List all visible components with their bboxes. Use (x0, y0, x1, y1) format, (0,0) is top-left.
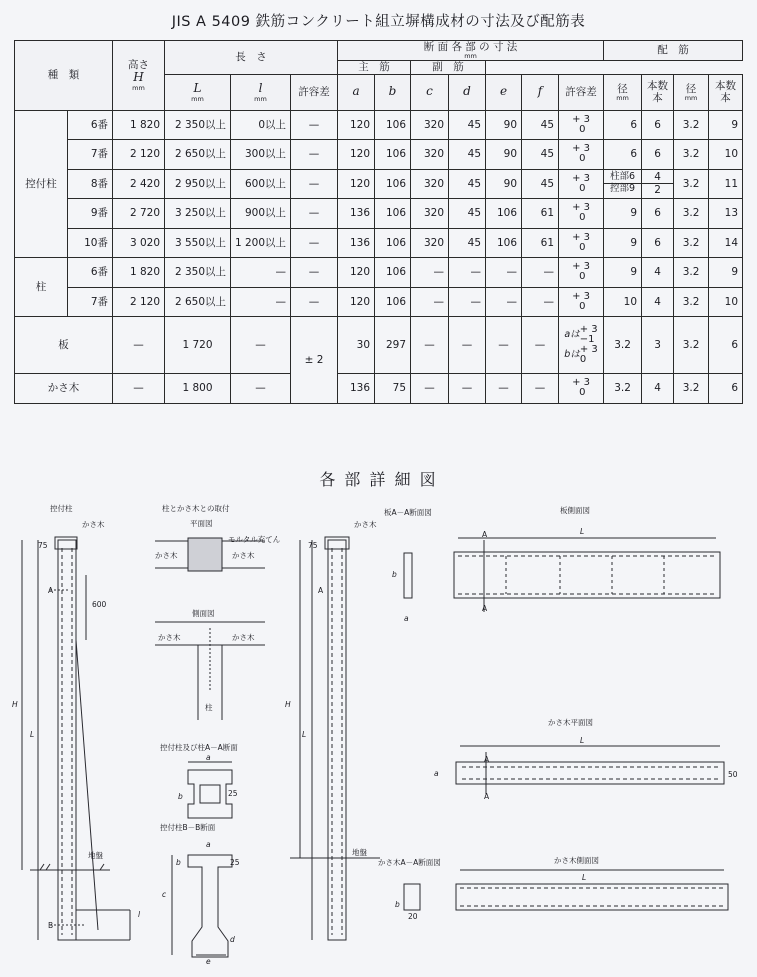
label-A-3: A (482, 530, 488, 539)
label-600: 600 (92, 600, 107, 609)
tolerance-value: + 3 0 (572, 290, 590, 312)
label-A-4: A (482, 604, 488, 613)
cell-main-dia: 9 (604, 228, 642, 258)
header-c: c (411, 74, 449, 110)
buttress-post-elevation (22, 537, 130, 940)
cell-e: — (486, 317, 522, 374)
label-H-1: H (12, 700, 18, 709)
label-b-4: b (395, 900, 400, 909)
group-post: 柱 (15, 258, 68, 317)
label-ground-2: 地盤 (352, 848, 367, 857)
cap-plan-view (456, 746, 724, 794)
cell-L: 1 720 (165, 317, 231, 374)
row-number: 6番 (68, 258, 113, 288)
cell-sub-dia: 3.2 (674, 169, 709, 199)
cell-sub-dia: 3.2 (674, 258, 709, 288)
cell-length-tol: — (291, 169, 338, 199)
cell-sub-dia: 3.2 (674, 374, 709, 404)
cell-main-dia: 6 (604, 140, 642, 170)
tolerance-value: + 3 0 (572, 202, 590, 224)
group-buttress: 控付柱 (15, 110, 68, 258)
cell-sub-dia: 3.2 (674, 317, 709, 374)
cell-c: — (411, 258, 449, 288)
cell-a: 120 (338, 140, 375, 170)
label-cap-aa: かさ木A－A断面図 (378, 858, 441, 867)
cell-H: — (113, 374, 165, 404)
header-main-bar: 主 筋 (338, 60, 411, 74)
row-number: 7番 (68, 287, 113, 317)
header-height: 高さ H mm (113, 41, 165, 111)
cell-sub-count: 9 (709, 258, 743, 288)
header-L: L mm (165, 74, 231, 110)
cell-main-count: 4 (642, 258, 674, 288)
cell-main-dia: 9 (604, 199, 642, 229)
cell-main-count: 4 (642, 374, 674, 404)
tolerance-value: + 3 0 (572, 231, 590, 253)
label-25-b: 25 (230, 858, 240, 867)
cell-L: 2 650以上 (165, 140, 231, 170)
cell-d: 45 (449, 199, 486, 229)
label-plate-aa: 板A－A断面図 (384, 508, 432, 517)
header-main-count: 本数 本 (642, 74, 674, 110)
label-cap-1: かさ木 (82, 520, 105, 529)
label-cap-2: かさ木 (155, 551, 178, 560)
cell-c: 320 (411, 199, 449, 229)
tolerance-value: + 3 0 (572, 261, 590, 283)
cell-a: 120 (338, 287, 375, 317)
cell-f: — (522, 374, 559, 404)
label-L-3: L (580, 527, 585, 536)
cell-a: 30 (338, 317, 375, 374)
label-e: e (206, 957, 211, 966)
header-b: b (375, 74, 411, 110)
label-cap-plan: かさ木平面図 (548, 718, 593, 727)
label-20: 20 (408, 912, 418, 921)
cell-length-tol: — (291, 287, 338, 317)
cell-f: 61 (522, 199, 559, 229)
label-A-1: A (48, 586, 54, 595)
cell-sub-count: 13 (709, 199, 743, 229)
row-number: 8番 (68, 169, 113, 199)
cell-a: 120 (338, 258, 375, 288)
label-mortar: モルタル充てん (228, 535, 281, 544)
cell-e: 106 (486, 228, 522, 258)
cell-b: 106 (375, 140, 411, 170)
header-length: 長 さ (165, 41, 338, 75)
cell-c: — (411, 374, 449, 404)
cell-c: 320 (411, 228, 449, 258)
cell-H: 1 820 (113, 110, 165, 140)
label-plan-view: 平面図 (190, 519, 213, 528)
header-f: f (522, 74, 559, 110)
header-sub-bar: 副 筋 (411, 60, 486, 74)
cell-sub-dia: 3.2 (674, 287, 709, 317)
cell-main-dia: 3.2 (604, 374, 642, 404)
cell-e: — (486, 287, 522, 317)
cell-sub-count: 10 (709, 287, 743, 317)
cell-H: 2 420 (113, 169, 165, 199)
cell-c: 320 (411, 169, 449, 199)
label-section-bb: 控付柱B－B断面 (160, 823, 216, 832)
section-bb (172, 855, 232, 957)
cell-sub-count: 11 (709, 169, 743, 199)
header-rebar: 配 筋 (604, 41, 743, 61)
cell-sub-dia: 3.2 (674, 110, 709, 140)
label-L-1: L (30, 730, 35, 739)
cell-f: 61 (522, 228, 559, 258)
cell-main-count: 6 (642, 110, 674, 140)
label-75-b: 75 (308, 541, 318, 550)
cell-d: 45 (449, 228, 486, 258)
cell-main-dia: 柱部6 控部9 (604, 169, 642, 199)
cell-b: 106 (375, 169, 411, 199)
cell-f: 45 (522, 140, 559, 170)
row-number: 10番 (68, 228, 113, 258)
header-main-dia: 径 mm (604, 74, 642, 110)
label-cap-3: かさ木 (232, 551, 255, 560)
header-section: 断 面 各 部 の 寸 法 mm (338, 41, 604, 61)
cell-L: 2 950以上 (165, 169, 231, 199)
label-25-a: 25 (228, 789, 238, 798)
label-d: d (230, 935, 235, 944)
label-cap-4: かさ木 (158, 633, 181, 642)
cell-a: 136 (338, 374, 375, 404)
cell-main-count: 4 (642, 287, 674, 317)
label-A-2: A (318, 586, 324, 595)
cell-main-count: 6 (642, 199, 674, 229)
cap-side-view (404, 870, 728, 910)
cell-b: 106 (375, 199, 411, 229)
label-a-1: a (206, 753, 211, 762)
cell-length-tol: ± 2 (291, 317, 338, 404)
label-ground-1: 地盤 (88, 851, 103, 860)
label-a-4: a (434, 769, 439, 778)
cap-name: かさ木 (15, 374, 113, 404)
cell-f: — (522, 317, 559, 374)
header-a: a (338, 74, 375, 110)
cell-main-dia: 6 (604, 110, 642, 140)
label-c: c (162, 890, 167, 899)
cell-sub-dia: 3.2 (674, 228, 709, 258)
cell-H: 1 820 (113, 258, 165, 288)
cell-length-tol: — (291, 258, 338, 288)
details-title: 各 部 詳 細 図 (319, 470, 438, 489)
cell-sub-count: 9 (709, 110, 743, 140)
header-sub-dia: 径 mm (674, 74, 709, 110)
cell-a: 136 (338, 228, 375, 258)
cell-d: 45 (449, 140, 486, 170)
header-section-tol: 許容差 (559, 74, 604, 110)
cell-d: 45 (449, 169, 486, 199)
plate-name: 板 (15, 317, 113, 374)
cell-sub-count: 6 (709, 374, 743, 404)
tolerance-value: + 3 0 (572, 143, 590, 165)
cell-H: 2 120 (113, 140, 165, 170)
cell-L: 1 800 (165, 374, 231, 404)
label-a-3: a (404, 614, 409, 623)
cell-l: — (231, 258, 291, 288)
label-cap-side: かさ木側面図 (554, 856, 599, 865)
cell-main-count: 3 (642, 317, 674, 374)
row-number: 9番 (68, 199, 113, 229)
label-buttress-post: 控付柱 (50, 504, 73, 513)
label-L-5: L (582, 873, 587, 882)
cell-l: 900以上 (231, 199, 291, 229)
cell-e: 90 (486, 169, 522, 199)
page-title: JIS A 5409 鉄筋コンクリート組立塀構成材の寸法及び配筋表 (171, 14, 586, 30)
cell-main-dia: 3.2 (604, 317, 642, 374)
header-e: e (486, 74, 522, 110)
row-number: 6番 (68, 110, 113, 140)
label-plate-side: 板側面図 (560, 506, 590, 515)
label-cap-joint: 柱とかさ木との取付 (162, 504, 230, 513)
cell-d: — (449, 374, 486, 404)
label-cap-6: かさ木 (354, 520, 377, 529)
cell-d: — (449, 287, 486, 317)
cell-main-count: 4 2 (642, 169, 674, 199)
cell-e: — (486, 374, 522, 404)
cell-c: 320 (411, 110, 449, 140)
row-number: 7番 (68, 140, 113, 170)
cell-b: 106 (375, 110, 411, 140)
cell-a: 120 (338, 169, 375, 199)
cell-H: 2 120 (113, 287, 165, 317)
cell-l: 0以上 (231, 110, 291, 140)
label-L-4: L (580, 736, 585, 745)
header-kind: 種 類 (15, 41, 113, 111)
tolerance-value: + 3 0 (572, 113, 590, 135)
cell-L: 2 350以上 (165, 258, 231, 288)
cell-l: 300以上 (231, 140, 291, 170)
cap-joint-views (155, 538, 265, 720)
label-l: l (138, 910, 141, 919)
cell-sub-dia: 3.2 (674, 199, 709, 229)
cell-l: — (231, 287, 291, 317)
cell-length-tol: — (291, 110, 338, 140)
label-b-1: b (178, 792, 183, 801)
label-side-view: 側面図 (192, 609, 215, 618)
label-post: 柱 (205, 703, 213, 712)
cell-sub-count: 14 (709, 228, 743, 258)
tolerance-value: + 3 0 (572, 172, 590, 194)
cell-c: 320 (411, 140, 449, 170)
cell-H: 3 020 (113, 228, 165, 258)
label-b-2: b (176, 858, 181, 867)
cell-f: 45 (522, 169, 559, 199)
cell-d: — (449, 317, 486, 374)
cell-a: 120 (338, 110, 375, 140)
plate-views (404, 538, 720, 612)
label-cap-5: かさ木 (232, 633, 255, 642)
cell-b: 106 (375, 228, 411, 258)
label-B: B (48, 921, 54, 930)
cell-b: 75 (375, 374, 411, 404)
cell-main-count: 6 (642, 228, 674, 258)
cell-length-tol: — (291, 199, 338, 229)
cell-e: — (486, 258, 522, 288)
cell-main-count: 6 (642, 140, 674, 170)
label-A-5: A (484, 755, 490, 764)
cell-l: — (231, 374, 291, 404)
cell-a: 136 (338, 199, 375, 229)
tolerance-value: + 3 0 (572, 377, 590, 399)
label-75-a: 75 (38, 541, 48, 550)
cell-c: — (411, 287, 449, 317)
cell-length-tol: — (291, 140, 338, 170)
cell-sub-dia: 3.2 (674, 140, 709, 170)
cell-L: 2 650以上 (165, 287, 231, 317)
cell-main-dia: 9 (604, 258, 642, 288)
cell-length-tol: — (291, 228, 338, 258)
cell-H: — (113, 317, 165, 374)
label-50: 50 (728, 770, 738, 779)
cell-f: 45 (522, 110, 559, 140)
cell-l: — (231, 317, 291, 374)
header-d: d (449, 74, 486, 110)
cell-e: 106 (486, 199, 522, 229)
cell-e: 90 (486, 110, 522, 140)
label-A-6: A (484, 792, 490, 801)
section-aa (188, 762, 232, 818)
tolerance-cell: aは + 3 −1 bは + 3 0 (559, 317, 604, 374)
cell-f: — (522, 287, 559, 317)
label-section-aa: 控付柱及び柱A－A断面 (160, 743, 238, 752)
cell-b: 106 (375, 258, 411, 288)
cell-e: 90 (486, 140, 522, 170)
cell-sub-count: 6 (709, 317, 743, 374)
cell-L: 2 350以上 (165, 110, 231, 140)
cell-sub-count: 10 (709, 140, 743, 170)
label-L-2: L (302, 730, 307, 739)
cell-b: 297 (375, 317, 411, 374)
cell-H: 2 720 (113, 199, 165, 229)
header-sub-count: 本数 本 (709, 74, 743, 110)
label-H-2: H (285, 700, 291, 709)
cell-b: 106 (375, 287, 411, 317)
cell-main-dia: 10 (604, 287, 642, 317)
cell-d: 45 (449, 110, 486, 140)
cell-l: 600以上 (231, 169, 291, 199)
header-l: l mm (231, 74, 291, 110)
cell-c: — (411, 317, 449, 374)
header-length-tol: 許容差 (291, 74, 338, 110)
label-a-2: a (206, 840, 211, 849)
cell-L: 3 550以上 (165, 228, 231, 258)
cell-f: — (522, 258, 559, 288)
label-b-3: b (392, 570, 397, 579)
cell-L: 3 250以上 (165, 199, 231, 229)
cell-l: 1 200以上 (231, 228, 291, 258)
cell-d: — (449, 258, 486, 288)
